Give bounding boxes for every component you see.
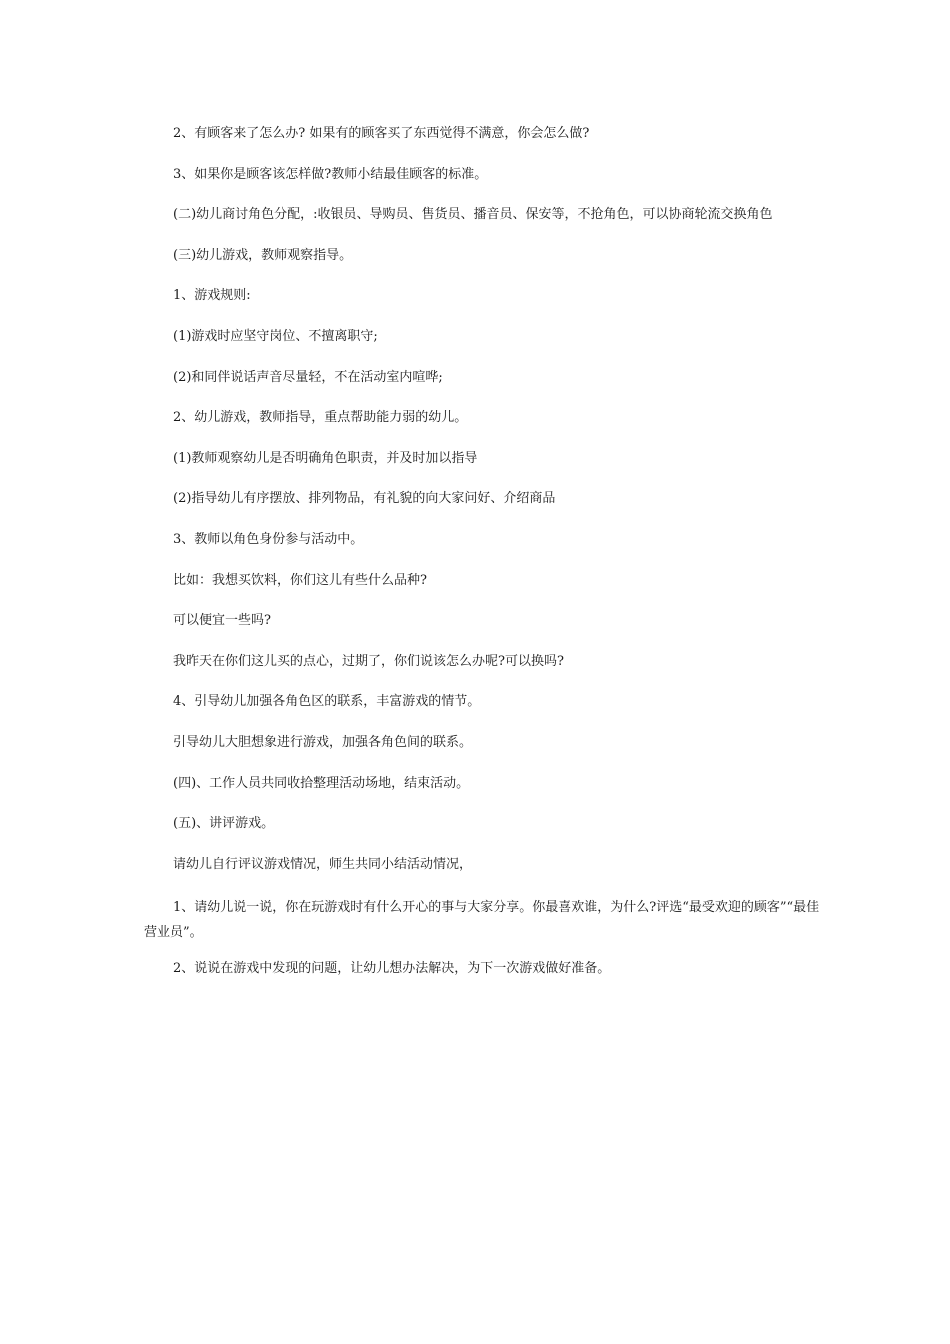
paragraph: (2)指导幼儿有序摆放、排列物品，有礼貌的向大家问好、介绍商品: [173, 491, 556, 507]
paragraph: 1、请幼儿说一说，你在玩游戏时有什么开心的事与大家分享。你最喜欢谁，为什么?评选“最受欢迎的顾客”“最佳营业员”。: [144, 900, 820, 941]
paragraph: 2、说说在游戏中发现的问题，让幼儿想办法解决，为下一次游戏做好准备。: [173, 961, 611, 977]
paragraph: 3、如果你是顾客该怎样做?教师小结最佳顾客的标准。: [173, 166, 488, 182]
paragraph: (五)、讲评游戏。: [173, 816, 275, 832]
paragraph: 3、教师以角色身份参与活动中。: [173, 531, 364, 547]
document-body: [144, 124, 824, 1000]
paragraph: 引导幼儿大胆想象进行游戏，加强各角色间的联系。: [173, 734, 473, 750]
paragraph: 4、引导幼儿加强各角色区的联系，丰富游戏的情节。: [173, 694, 481, 710]
paragraph: 2、幼儿游戏，教师指导，重点帮助能力弱的幼儿。: [173, 410, 468, 426]
paragraph: (1)教师观察幼儿是否明确角色职责，并及时加以指导: [173, 450, 478, 466]
paragraph: 比如：我想买饮料，你们这儿有些什么品种?: [173, 572, 427, 588]
paragraph: 请幼儿自行评议游戏情况，师生共同小结活动情况，: [173, 856, 473, 872]
paragraph: (二)幼儿商讨角色分配，:收银员、导购员、售货员、播音员、保安等，不抢角色，可以协商轮流交换角色: [173, 207, 773, 223]
paragraph: (四)、工作人员共同收拾整理活动场地，结束活动。: [173, 775, 470, 791]
paragraph: 可以便宜一些吗?: [173, 613, 271, 629]
paragraph: 我昨天在你们这儿买的点心，过期了，你们说该怎么办呢?可以换吗?: [173, 653, 564, 669]
paragraph: (三)幼儿游戏，教师观察指导。: [173, 247, 353, 263]
paragraph: (2)和同伴说话声音尽量轻，不在活动室内喧哗;: [173, 369, 443, 385]
paragraph: 2、有顾客来了怎么办? 如果有的顾客买了东西觉得不满意，你会怎么做?: [173, 126, 590, 141]
paragraph: (1)游戏时应坚守岗位、不擅离职守;: [173, 328, 378, 344]
paragraph: 1、游戏规则:: [173, 288, 251, 304]
